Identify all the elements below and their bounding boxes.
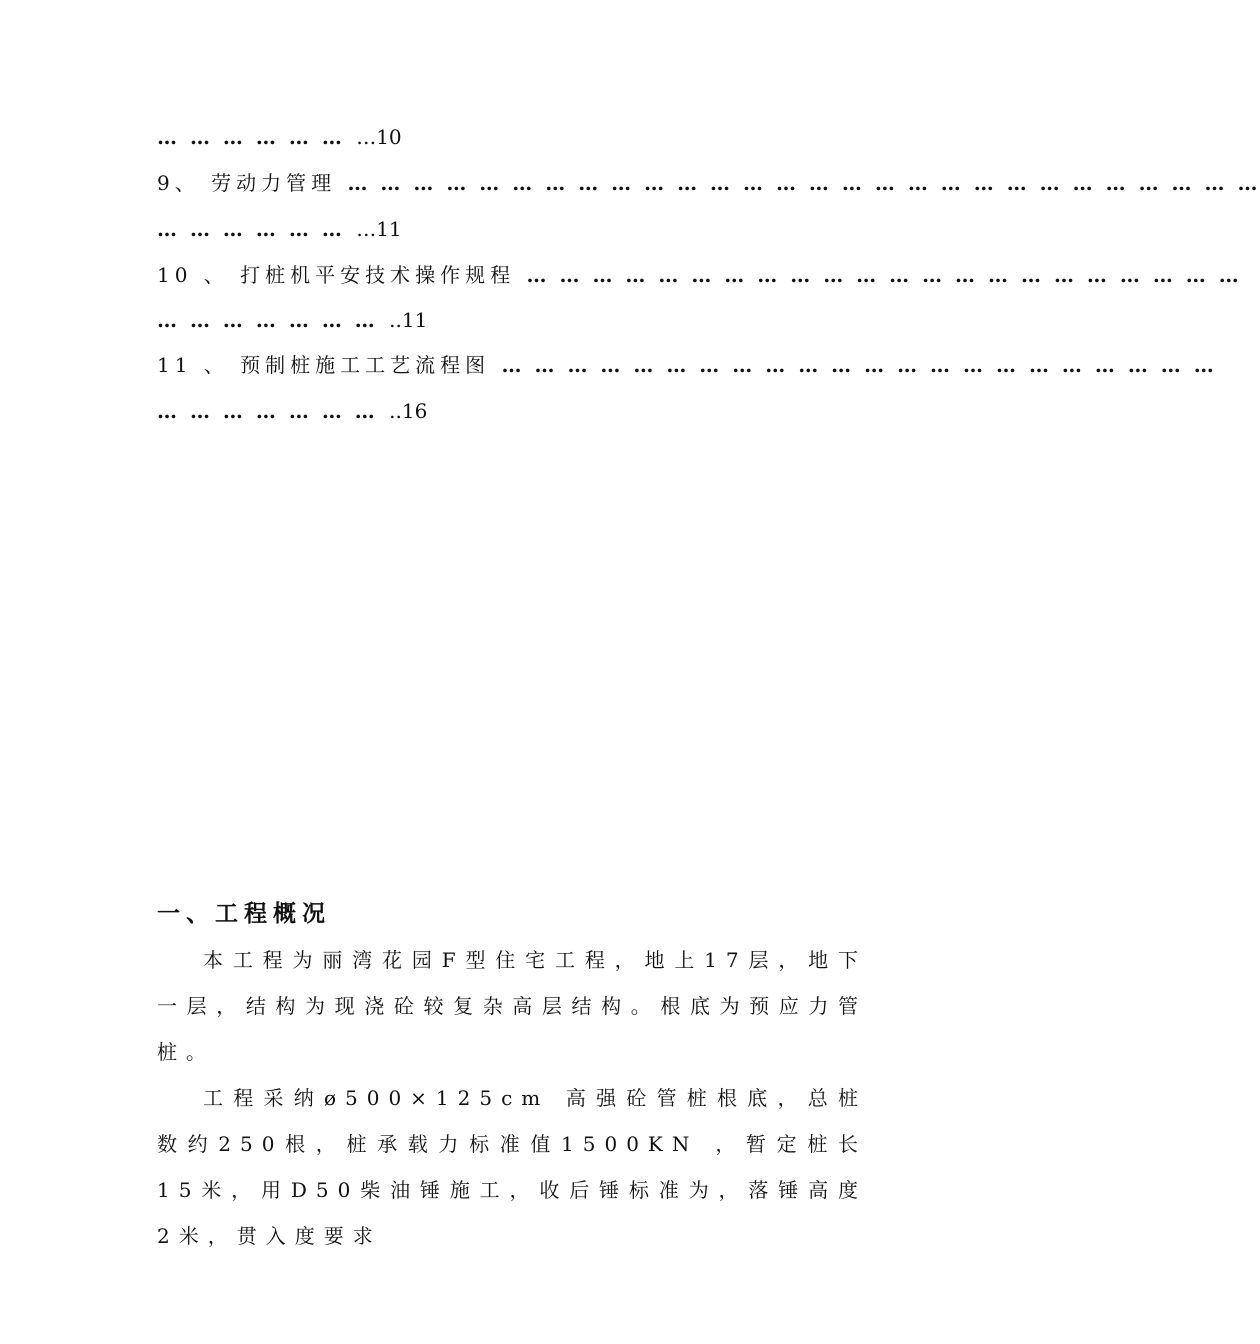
toc-entry-number: 11 、	[157, 353, 229, 377]
toc-entry-title: 打桩机平安技术操作规程	[240, 263, 516, 287]
toc-page-number: …11	[356, 217, 402, 241]
toc-page-number: …10	[356, 125, 402, 149]
toc-entry-9[interactable]	[157, 168, 1260, 198]
toc-line-continuation	[157, 214, 867, 244]
toc-page-number: ..11	[389, 308, 428, 332]
toc-entry-title: 劳动力管理	[211, 171, 337, 195]
section-body	[157, 937, 867, 1259]
toc-leader-dots: … … … … … … … … … … … … … … … … … … … … … …	[526, 263, 1242, 287]
toc-leader-dots: … … … … … … …	[157, 308, 378, 332]
toc-line-continuation	[157, 396, 867, 426]
toc-leader-dots: … … … … … … … … … … … … … … … … … … … … … …	[501, 353, 1217, 377]
toc-line-continuation	[157, 305, 867, 335]
toc-entry-11[interactable]	[157, 350, 1217, 380]
paragraph-overview: 本工程为丽湾花园F型住宅工程，地上17层，地下一层，结构为现浇砼较复杂高层结构。根底为预应力管桩。	[157, 948, 867, 1064]
toc-entry-title: 预制桩施工工艺流程图	[240, 353, 491, 377]
paragraph-piles: 工程采纳ø500×125cm 高强砼管桩根底，总桩数约250根，桩承载力标准值1500KN ，暂定桩长15米，用D50柴油锤施工，收后锤标准为，落锤高度2米，贯入度要求	[157, 1086, 867, 1248]
toc-leader-dots: … … … … … … …	[157, 399, 378, 423]
section-heading: 一、工程概况	[157, 900, 331, 927]
toc-entry-number: 9、	[157, 171, 200, 195]
toc-leader-dots: … … … … … … … … … … … … … … … … … … … … … … … … … … … …	[347, 171, 1260, 195]
toc-entry-number: 10 、	[157, 263, 229, 287]
toc-leader-dots: … … … … … …	[157, 217, 345, 241]
toc-entry-10[interactable]	[157, 260, 1242, 290]
toc-line-continuation	[157, 122, 867, 152]
toc-page-number: ..16	[389, 399, 428, 423]
toc-leader-dots: … … … … … …	[157, 125, 345, 149]
